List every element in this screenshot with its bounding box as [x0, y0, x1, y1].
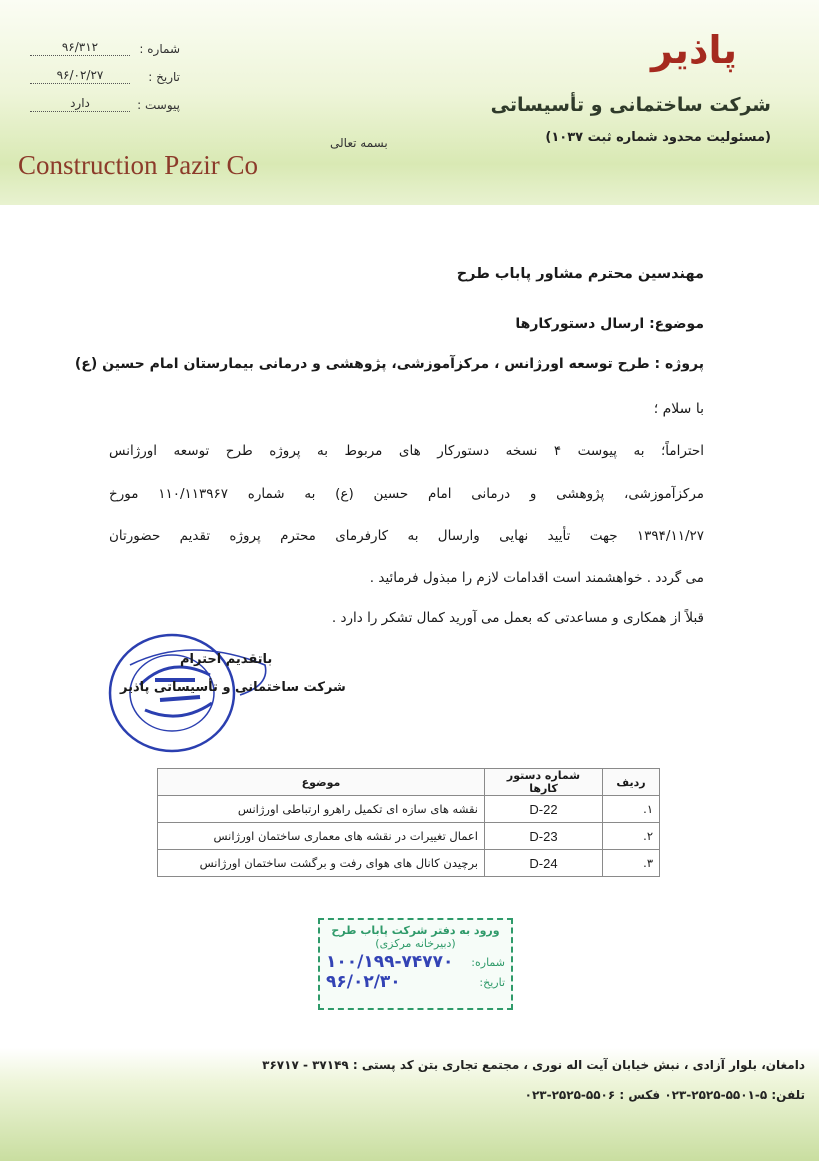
signature-company: شرکت ساختمانی و تأسیساتی پاذیر [120, 680, 346, 695]
order-subject: اعمال تغییرات در نقشه های معماری ساختمان اورژانس [158, 823, 485, 850]
received-number-label: شماره: [471, 955, 505, 969]
order-number: D-24 [485, 850, 603, 877]
greeting: با سلام ؛ [653, 401, 704, 417]
body-line-1: احتراماً؛ به پیوست ۴ نسخه دستورکار های مربوط به پروژه طرح توسعه اورژانس [109, 443, 705, 459]
received-date-value: ۹۶/۰۲/۳۰ [326, 972, 401, 992]
work-orders-table [157, 768, 660, 877]
company-name: شرکت ساختمانی و تأسیساتی [490, 94, 771, 116]
table-row [158, 796, 660, 823]
company-registration: (مسئولیت محدود شماره ثبت ۱۰۳۷) [545, 130, 771, 145]
project-line: پروژه : طرح توسعه اورژانس ، مرکزآموزشی، پژوهشی و درمانی بیمارستان امام حسین (ع) [74, 356, 704, 372]
letter-date-value: ۹۶/۰۲/۲۷ [30, 68, 130, 84]
received-date-row [326, 972, 505, 992]
received-date-label: تاریخ: [479, 975, 505, 989]
table-row [158, 850, 660, 877]
letter-attachment-value: دارد [30, 96, 130, 112]
company-phone-fax: تلفن: ۵-۵۵۰۱-۲۵۲۵-۰۲۳ فکس : ۵۵۰۶-۲۵۲۵-۰۲۳ [524, 1088, 805, 1102]
header-subject: موضوع [158, 769, 485, 796]
header-order-number: شماره دستور کارها [485, 769, 603, 796]
received-stamp-title: ورود به دفتر شرکت پاباب طرح [331, 924, 500, 937]
body-line-4: می گردد . خواهشمند است اقدامات لازم را مبذول فرمائید . [369, 570, 704, 586]
row-index: ۲. [603, 823, 660, 850]
company-address: دامغان، بلوار آزادی ، نبش خیابان آیت اله نوری ، مجتمع تجاری بتن کد پستی : ۳۷۱۴۹ - ۳۶۷۱۷ [262, 1058, 805, 1072]
letter-number-value: ۹۶/۳۱۲ [30, 40, 130, 56]
received-stamp [318, 918, 513, 1010]
company-english-name: Construction Pazir Co [18, 150, 258, 180]
row-index: ۳. [603, 850, 660, 877]
table-row [158, 823, 660, 850]
letter-date-label: تاریخ : [148, 70, 180, 84]
subject-line: موضوع: ارسال دستورکارها [515, 316, 704, 332]
row-index: ۱. [603, 796, 660, 823]
order-number: D-22 [485, 796, 603, 823]
recipient: مهندسین محترم مشاور پاباب طرح [456, 266, 704, 282]
basmala: بسمه تعالی [330, 136, 388, 150]
letter-date-row [30, 64, 180, 84]
table-header-row [158, 769, 660, 796]
thanks-line: قبلاً از همکاری و مساعدتی که بعمل می آورید کمال تشکر را دارد . [331, 610, 704, 626]
order-number: D-23 [485, 823, 603, 850]
order-subject: نقشه های سازه ای تکمیل راهرو ارتباطی اورژانس [158, 796, 485, 823]
received-number-value: ۱۰۰/۱۹۹-۷۴۷۷۰ [326, 952, 454, 972]
body-line-3: ۱۳۹۴/۱۱/۲۷ جهت تأیید نهایی وارسال به کارفرمای محترم پروژه تقدیم حضورتان [109, 528, 704, 544]
company-seal-icon [100, 625, 275, 765]
signature-regards: باتقدیم احترام [180, 652, 273, 667]
body-line-2: مرکزآموزشی، پژوهشی و درمانی امام حسین (ع) به شماره ۱۱۰/۱۱۳۹۶۷ مورخ [109, 486, 705, 502]
letter-number-label: شماره : [139, 42, 180, 56]
letter-attachment-label: پیوست : [137, 98, 180, 112]
order-subject: برچیدن کانال های هوای رفت و برگشت ساختمان اورژانس [158, 850, 485, 877]
header-row-number: ردیف [603, 769, 660, 796]
received-number-row [326, 952, 505, 972]
company-logo-title: پاذیر [651, 28, 737, 72]
letter-attachment-row [30, 92, 180, 112]
received-stamp-subtitle: (دبیرخانه مرکزی) [375, 937, 456, 950]
letter-number-row [30, 36, 180, 56]
